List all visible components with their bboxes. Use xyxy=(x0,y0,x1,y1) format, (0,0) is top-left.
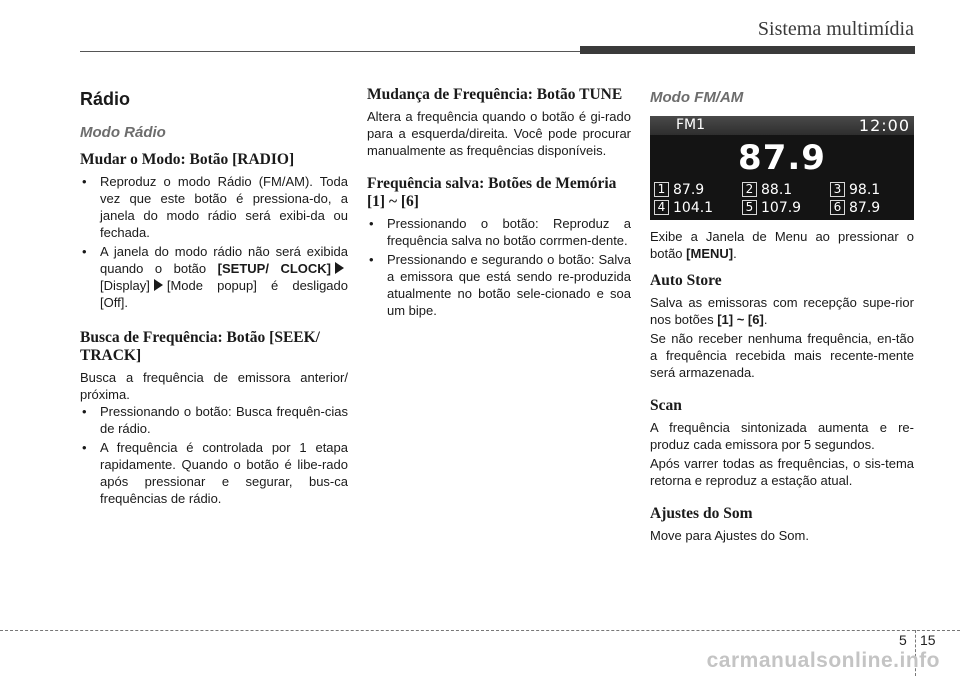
subsection-title: Modo FM/AM xyxy=(650,89,744,106)
column-right xyxy=(650,86,914,544)
list-item: • Reproduz o modo Rádio (FM/AM). Toda vez que este botão é pressiona-do, a janela do modo rádio será exibi-da ou fechada. xyxy=(80,173,348,241)
column-middle xyxy=(367,86,631,321)
radio-screen-image xyxy=(650,116,914,220)
list-item xyxy=(80,243,348,311)
topic-title-sound: Ajustes do Som xyxy=(650,505,753,522)
column-left xyxy=(80,86,348,509)
list-item: • Pressionando o botão: Busca frequên-cias de rádio. xyxy=(80,403,348,437)
header-title: Sistema multimídia xyxy=(757,18,914,40)
page-number: 15 xyxy=(920,632,936,648)
preset-item: 4 104.1 xyxy=(654,200,713,216)
paragraph: Altera a frequência quando o botão é gi-rado para a esquerda/direita. Você pode procurar manualmente as frequências disponíveis. xyxy=(367,109,631,158)
mode-popup-label: [Mode popup] xyxy=(166,278,257,293)
radio-frequency: 87.9 xyxy=(738,138,826,178)
bullet-list xyxy=(367,215,631,319)
paragraph: Salva as emissoras com recepção supe-rior nos botões [1] ~ [6]. xyxy=(650,295,914,327)
topic-title-auto-store: Auto Store xyxy=(650,272,722,289)
bullet-list xyxy=(80,403,348,507)
section-title: Rádio xyxy=(80,89,131,109)
paragraph: Após varrer todas as frequências, o sis-tema retorna e reproduz a estação atual. xyxy=(650,456,914,488)
list-item: • Pressionando e segurando o botão: Salva a emissora que está sendo re-produzida atualmente no botão sele-cionado e soa um bipe. xyxy=(367,251,631,319)
radio-band: FM1 xyxy=(676,117,706,133)
menu-label: [MENU] xyxy=(686,246,734,261)
screen-caption: Exibe a Janela de Menu ao pressionar o botão [MENU]. xyxy=(650,229,914,261)
arrow-right-icon xyxy=(335,262,344,274)
radio-clock: 12:00 xyxy=(858,116,910,135)
bullet-list xyxy=(80,173,348,311)
display-label: [Display] xyxy=(100,278,150,293)
preset-range-label: [1] ~ [6] xyxy=(717,312,764,327)
preset-item: 2 88.1 xyxy=(742,182,792,198)
setup-clock-label: [SETUP/ CLOCK] xyxy=(217,261,331,276)
topic-title-seek: Busca de Frequência: Botão [SEEK/ TRACK] xyxy=(80,329,320,364)
topic-title-memory: Frequência salva: Botões de Memória [1] ~ [6] xyxy=(367,175,617,210)
paragraph: Se não receber nenhuma frequência, en-tão a frequência recebida mais recente-mente será armazenada. xyxy=(650,331,914,380)
arrow-right-icon xyxy=(154,279,163,291)
header-bar xyxy=(580,46,915,54)
topic-title-tune: Mudança de Frequência: Botão TUNE xyxy=(367,86,623,103)
subsection-title: Modo Rádio xyxy=(80,124,166,141)
topic-title-scan: Scan xyxy=(650,397,682,414)
list-item: • A frequência é controlada por 1 etapa rapidamente. Quando o botão é libe-rado após pressionar e segurar, bus-ca frequências de rádio. xyxy=(80,439,348,507)
paragraph: Move para Ajustes do Som. xyxy=(650,528,809,543)
preset-item: 6 87.9 xyxy=(830,200,880,216)
paragraph: A frequência sintonizada aumenta e re-produz cada emissora por 5 segundos. xyxy=(650,420,914,452)
watermark: carmanualsonline.info xyxy=(706,649,940,672)
preset-item: 5 107.9 xyxy=(742,200,801,216)
chapter-number: 5 xyxy=(899,632,907,648)
bullet-text: A janela do modo rádio não será exibida quando o botão xyxy=(100,244,348,276)
preset-item: 3 98.1 xyxy=(830,182,880,198)
bullet-text: é desligado [Off]. xyxy=(100,278,348,310)
paragraph: Busca a frequência de emissora anterior/ próxima. xyxy=(80,370,348,402)
footer-rule xyxy=(0,630,960,631)
preset-item: 1 87.9 xyxy=(654,182,704,198)
list-item: • Pressionando o botão: Reproduz a frequência salva no botão corrmen-dente. xyxy=(367,215,631,249)
topic-title-radio: Mudar o Modo: Botão [RADIO] xyxy=(80,151,295,168)
